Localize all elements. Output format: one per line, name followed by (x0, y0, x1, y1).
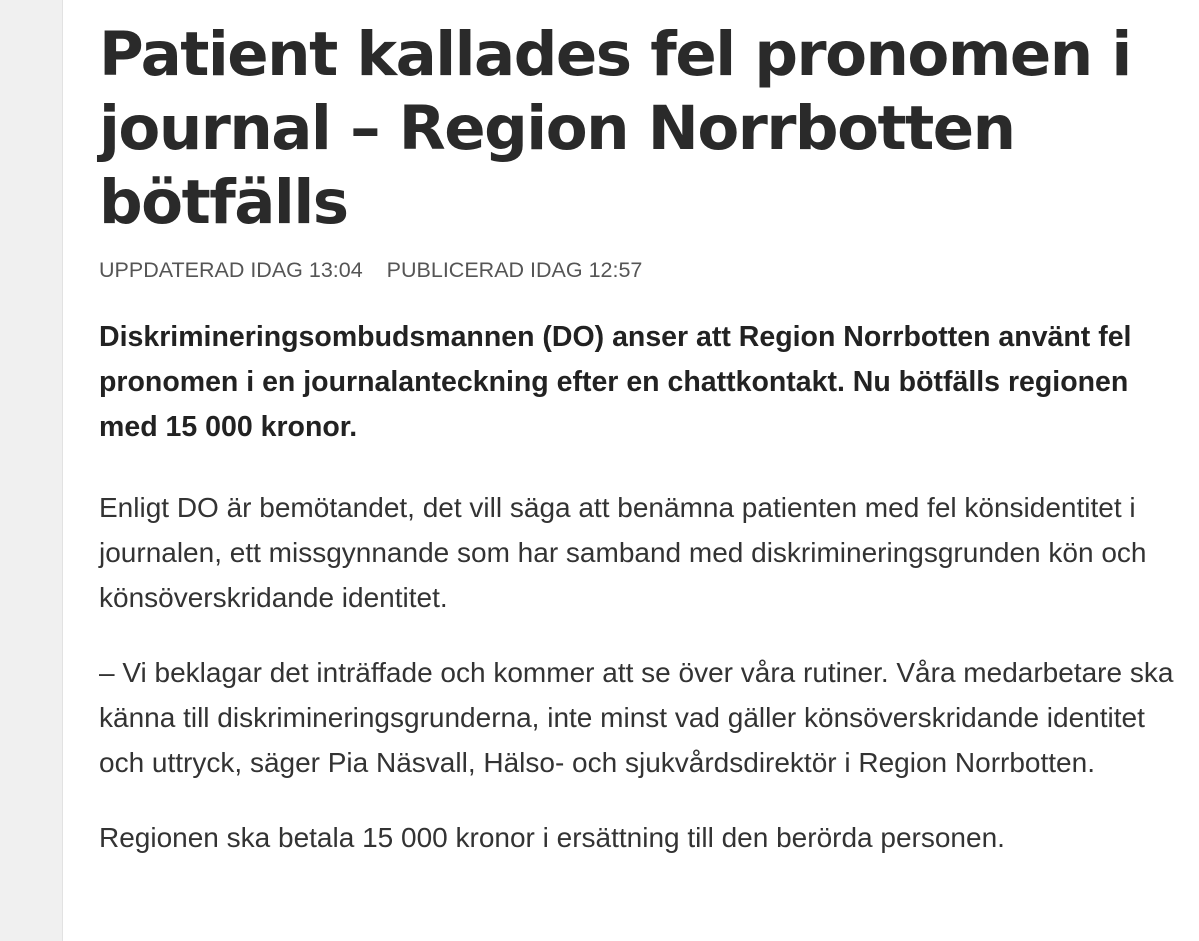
article-lead: Diskrimineringsombudsmannen (DO) anser att Region Norrbotten använt fel pronomen i en journalanteckning efter en chattkontakt. Nu bötfälls regionen med 15 000 kronor. (99, 321, 1132, 443)
updated-timestamp: UPPDATERAD IDAG 13:04 (99, 258, 363, 282)
article (99, 18, 1179, 860)
body-paragraph: Regionen ska betala 15 000 kronor i ersättning till den berörda personen. (99, 822, 1005, 853)
body-paragraph-quote: – Vi beklagar det inträffade och kommer att se över våra rutiner. Våra medarbetare ska känna till diskrimineringsgrunderna, inte minst vad gäller könsöverskridande identitet och uttryck, säger Pia Näsvall, Hälso- och sjukvårdsdirektör i Region Norrbotten. (99, 657, 1174, 778)
article-headline: Patient kallades fel pronomen i journal – Region Norrbotten bötfälls (99, 19, 1131, 238)
left-gutter (0, 0, 63, 941)
published-timestamp: PUBLICERAD IDAG 12:57 (386, 258, 643, 282)
body-paragraph: Enligt DO är bemötandet, det vill säga att benämna patienten med fel könsidentitet i journalen, ett missgynnande som har samband med diskrimineringsgrunden kön och könsöverskridande identitet. (99, 492, 1147, 613)
article-timestamps (99, 258, 1179, 282)
